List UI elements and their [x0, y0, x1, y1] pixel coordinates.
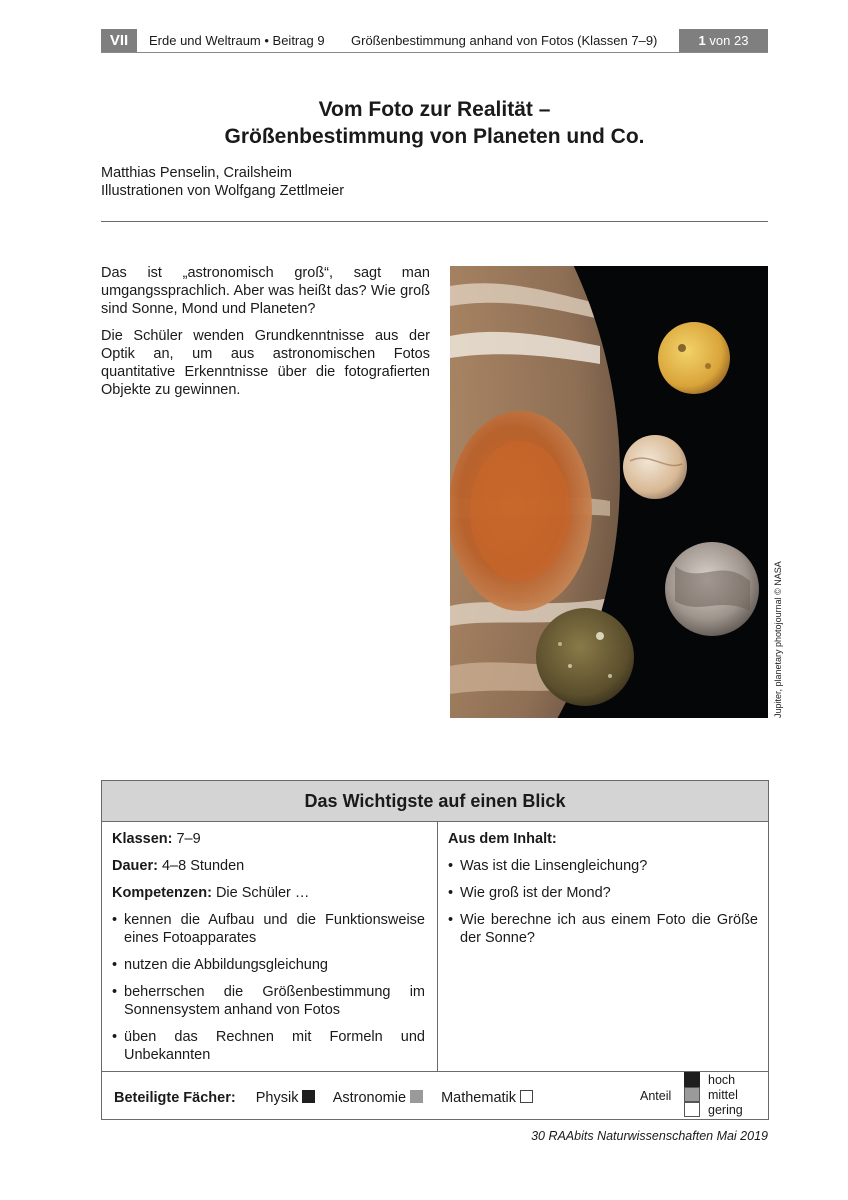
page-title	[101, 96, 768, 150]
dauer-row	[112, 857, 425, 875]
legend-low-label: gering	[708, 1103, 743, 1117]
inhalt-item: • Was ist die Linsengleichung?	[448, 857, 758, 875]
intro-paragraph-1: Das ist „astronomisch groß“, sagt man umgangssprachlich. Aber was heißt das? Wie groß sind Sonne, Mond und Planeten?	[101, 265, 430, 317]
inhalt-item: • Wie groß ist der Mond?	[448, 884, 758, 902]
title-line-1: Vom Foto zur Realität –	[318, 98, 551, 121]
summary-left-column	[112, 830, 425, 1073]
subjects-divider	[102, 1071, 768, 1072]
title-line-2: Größenbestimmung von Planeten und Co.	[224, 125, 645, 148]
legend-high-square	[684, 1072, 700, 1087]
subjects-row	[114, 1089, 547, 1107]
inhalt-item: • Wie berechne ich aus einem Foto die Größe der Sonne?	[448, 911, 758, 947]
kompetenzen-row	[112, 884, 425, 902]
klassen-row	[112, 830, 425, 848]
kompetenz-item: • beherrschen die Größenbestimmung im Sonnensystem anhand von Fotos	[112, 983, 425, 1019]
summary-box	[101, 780, 769, 1120]
share-medium-swatch	[410, 1090, 423, 1103]
klassen-value: 7–9	[176, 831, 201, 847]
author-block	[101, 164, 344, 200]
dauer-value: 4–8 Stunden	[161, 858, 245, 874]
share-high-swatch	[302, 1090, 315, 1103]
page-indicator	[679, 29, 768, 52]
page-number: 1	[698, 33, 706, 48]
legend-medium-square	[684, 1087, 700, 1102]
legend-low-square	[684, 1102, 700, 1117]
image-credit: Jupiter, planetary photojournal © NASA	[773, 561, 783, 718]
intro-paragraph-2: Die Schüler wenden Grundkenntnisse aus der Optik an, um aus astronomischen Fotos quantitative Erkenntnisse über die fotografierten Objekte zu gewinnen.	[101, 328, 430, 398]
chapter-number: VII	[101, 29, 137, 52]
kompetenzen-value: Die Schüler …	[215, 885, 310, 901]
anteil-label: Anteil	[640, 1089, 672, 1103]
summary-heading: Das Wichtigste auf einen Blick	[102, 781, 768, 822]
subject-astronomie: Astronomie	[332, 1090, 407, 1106]
intro-text	[101, 264, 430, 408]
page-header	[101, 29, 768, 53]
jupiter-moons-photo	[450, 266, 768, 718]
illustrator-name: Illustrationen von Wolfgang Zettlmeier	[101, 183, 345, 199]
page-total: von 23	[709, 33, 749, 48]
series-label: Erde und Weltraum • Beitrag 9	[149, 33, 325, 48]
dauer-label: Dauer:	[112, 858, 158, 874]
kompetenz-item: • üben das Rechnen mit Formeln und Unbekannten	[112, 1028, 425, 1064]
summary-right-column	[448, 830, 758, 956]
legend-medium-label: mittel	[708, 1088, 738, 1102]
inhalt-heading	[448, 830, 758, 848]
subject-physik: Physik	[255, 1090, 299, 1106]
kompetenz-item: • kennen die Aufbau und die Funktionsweise eines Fotoapparates	[112, 911, 425, 947]
inhalt-label: Aus dem Inhalt:	[448, 831, 557, 847]
jupiter-moons-illustration	[450, 266, 768, 718]
share-low-swatch	[520, 1090, 533, 1103]
subject-mathematik: Mathematik	[441, 1090, 517, 1106]
kompetenzen-label: Kompetenzen:	[112, 885, 212, 901]
kompetenz-item: • nutzen die Abbildungsgleichung	[112, 956, 425, 974]
legend-high-label: hoch	[708, 1073, 736, 1087]
klassen-label: Klassen:	[112, 831, 173, 847]
topic-label: Größenbestimmung anhand von Fotos (Klassen 7–9)	[351, 33, 658, 48]
author-name: Matthias Penselin, Crailsheim	[101, 165, 292, 181]
subjects-label: Beteiligte Fächer:	[114, 1090, 236, 1106]
column-divider	[437, 822, 438, 1071]
title-divider	[101, 221, 768, 222]
page-footer: 30 RAAbits Naturwissenschaften Mai 2019	[531, 1129, 768, 1143]
